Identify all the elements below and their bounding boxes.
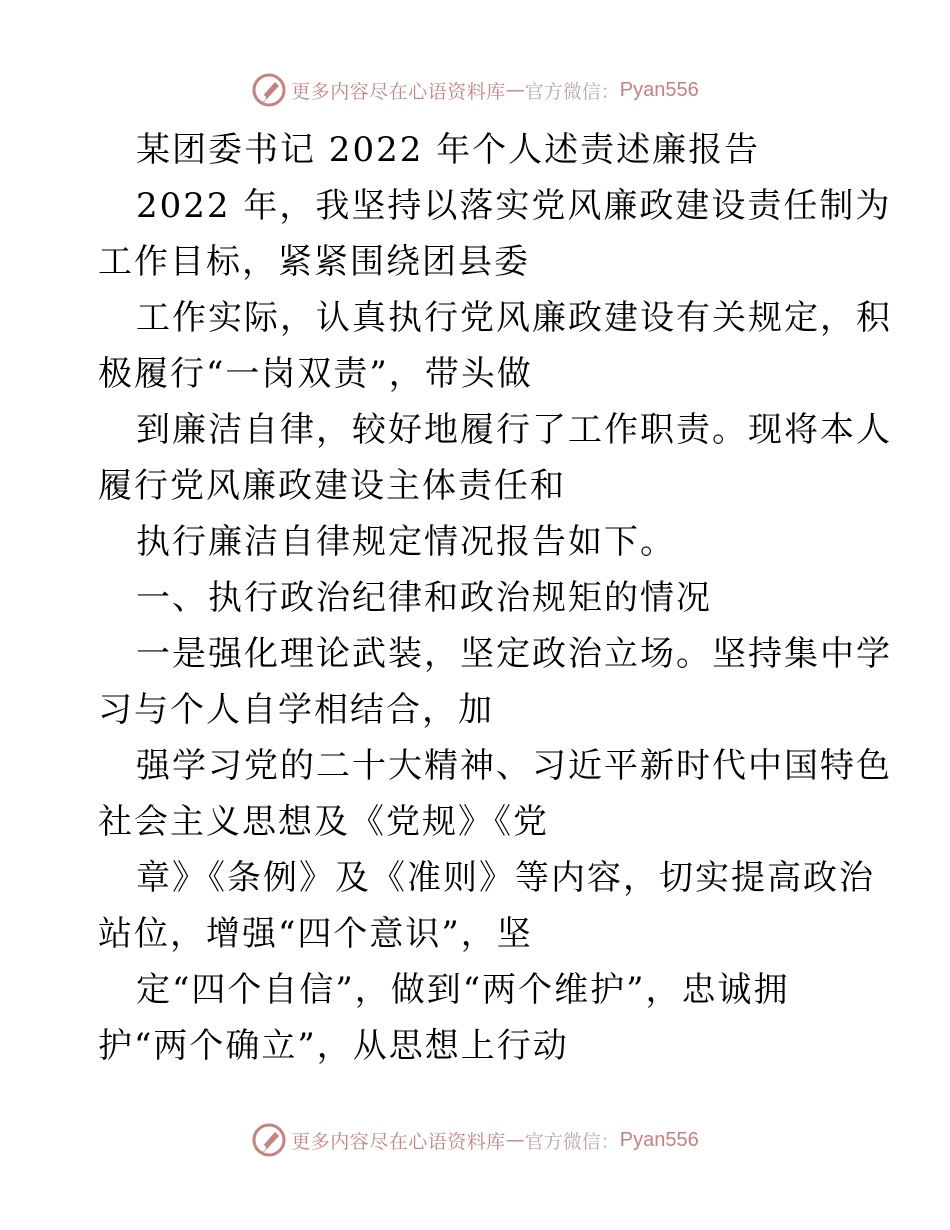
body-text-line: 工作实际，认真执行党风廉政建设有关规定，积 — [136, 298, 892, 338]
body-text-line: 一、执行政治纪律和政治规矩的情况 — [136, 578, 712, 618]
body-text-line: 2022 年，我坚持以落实党风廉政建设责任制为 — [136, 186, 892, 226]
body-text-line: 强学习党的二十大精神、习近平新时代中国特色 — [136, 746, 892, 786]
watermark-wechat-label: 官方微信： — [524, 1130, 620, 1153]
pen-logo-icon — [251, 72, 287, 108]
body-text-line: 执行廉洁自律规定情况报告如下。 — [136, 522, 676, 562]
document-title: 某团委书记 2022 年个人述责述廉报告 — [136, 130, 761, 170]
body-text-line: 习与个人自学相结合，加 — [98, 690, 494, 730]
body-text-line: 定“四个自信”，做到“两个维护”，忠诚拥 — [136, 970, 790, 1010]
body-text-line: 工作目标，紧紧围绕团县委 — [98, 242, 530, 282]
watermark-dash: — — [505, 1129, 525, 1151]
body-text-line: 履行党风廉政建设主体责任和 — [98, 466, 566, 506]
body-text-line: 一是强化理论武装，坚定政治立场。坚持集中学 — [136, 634, 892, 674]
watermark-banner-bottom — [0, 1120, 950, 1160]
watermark-wechat-id: Pyan556 — [619, 1128, 699, 1151]
body-text-line: 章》《条例》及《准则》等内容，切实提高政治 — [136, 858, 875, 898]
body-text-line: 站位，增强“四个意识”，坚 — [98, 914, 533, 954]
watermark-banner-top — [0, 70, 950, 110]
body-text-line: 到廉洁自律，较好地履行了工作职责。现将本人 — [136, 410, 892, 450]
body-text-line: 极履行“一岗双责”，带头做 — [98, 354, 533, 394]
watermark-wechat-label: 官方微信： — [524, 80, 620, 103]
watermark-wechat-id: Pyan556 — [619, 78, 699, 101]
watermark-text: 更多内容尽在心语资料库 — [291, 80, 506, 103]
pen-logo-icon — [251, 1122, 287, 1158]
body-text-line: 护“两个确立”，从思想上行动 — [98, 1026, 569, 1066]
body-text-line: 社会主义思想及《党规》《党 — [98, 802, 549, 842]
document-body — [98, 122, 892, 1074]
watermark-dash: — — [505, 79, 525, 101]
watermark-text: 更多内容尽在心语资料库 — [291, 1130, 506, 1153]
